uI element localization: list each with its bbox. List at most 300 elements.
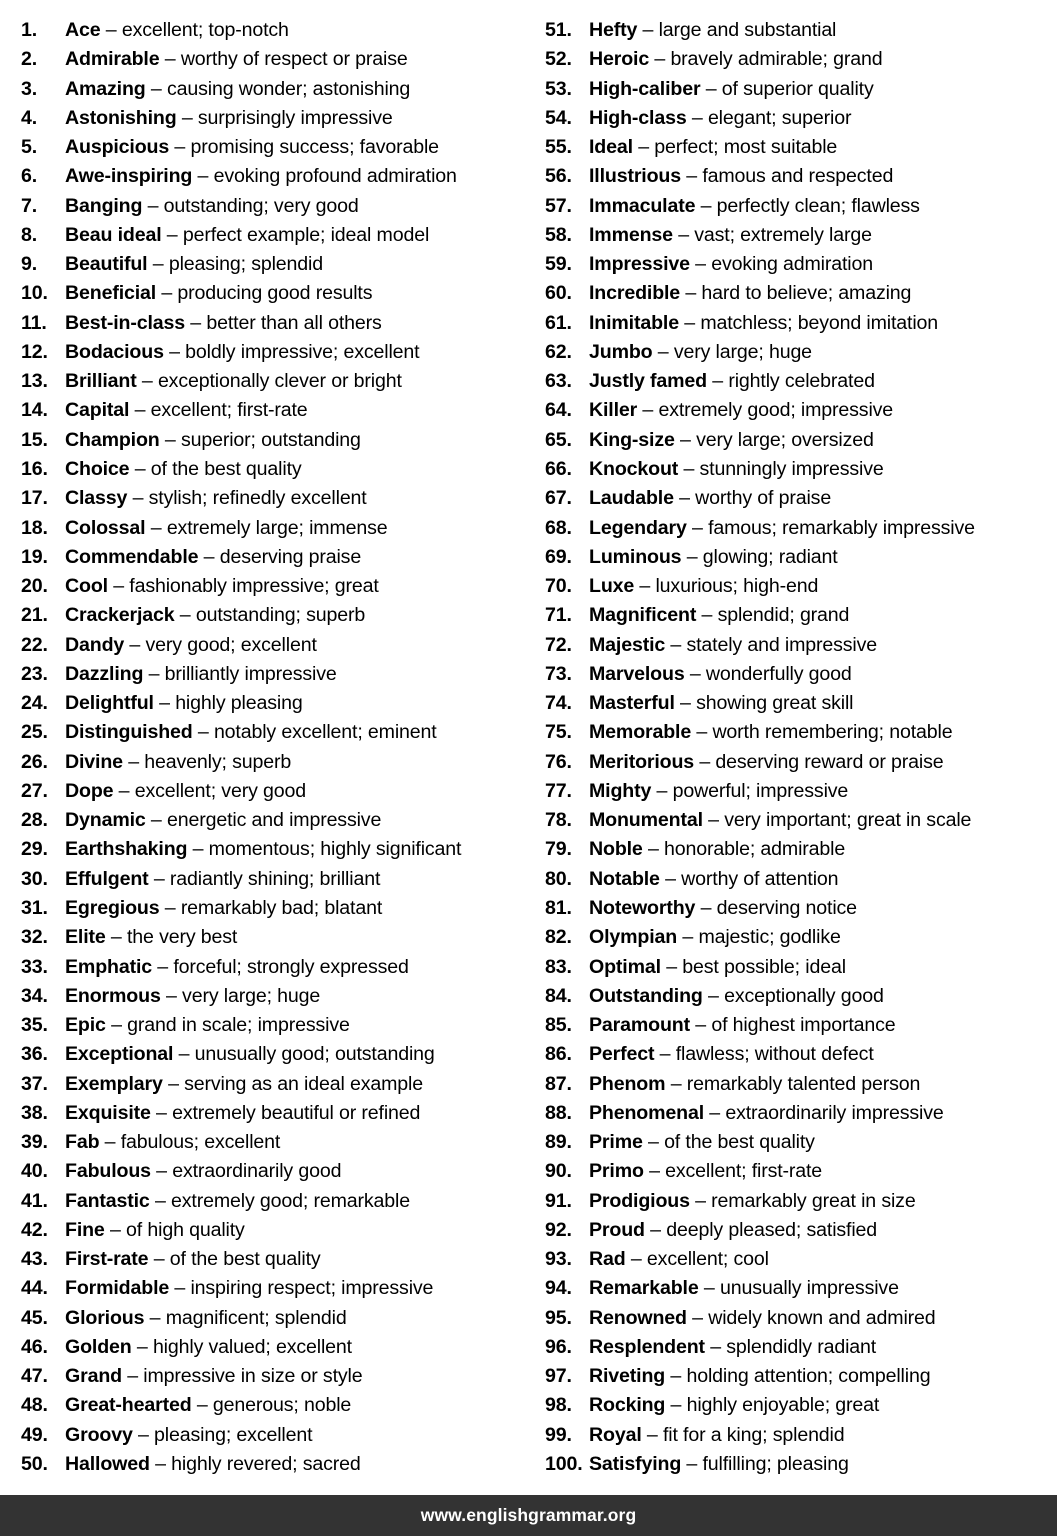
item-number: 76. — [545, 750, 572, 773]
item-separator-dash: – — [681, 1453, 703, 1476]
item-word: Cool — [65, 575, 108, 598]
item-number: 88. — [545, 1101, 572, 1124]
item-definition: widely known and admired — [708, 1306, 936, 1329]
item-definition: deserving reward or praise — [715, 750, 944, 773]
item-body — [65, 1274, 528, 1303]
item-body — [589, 45, 1056, 74]
word-list-item — [20, 1362, 528, 1391]
item-word: Epic — [65, 1014, 106, 1037]
item-definition: remarkably great in size — [711, 1189, 916, 1212]
item-body — [589, 777, 1056, 806]
item-definition: excellent; first-rate — [150, 399, 308, 422]
item-separator-dash: – — [681, 545, 703, 568]
item-word: Exquisite — [65, 1101, 151, 1124]
item-number: 57. — [545, 194, 572, 217]
word-list-item — [544, 279, 1056, 308]
item-word: Grand — [65, 1365, 122, 1388]
item-definition: highly revered; sacred — [171, 1453, 361, 1476]
item-body — [65, 279, 528, 308]
word-list-item — [20, 1187, 528, 1216]
word-list-item — [544, 16, 1056, 45]
item-body — [589, 1245, 1056, 1274]
word-list-item — [20, 1157, 528, 1186]
item-body — [65, 923, 528, 952]
item-definition: serving as an ideal example — [184, 1072, 423, 1095]
word-list-item — [544, 338, 1056, 367]
word-list-item — [20, 309, 528, 338]
item-number: 86. — [545, 1043, 572, 1066]
item-number: 62. — [545, 340, 572, 363]
word-list-item — [544, 748, 1056, 777]
item-number: 67. — [545, 487, 572, 510]
item-body — [589, 718, 1056, 747]
item-definition: the very best — [126, 926, 238, 949]
item-number: 27. — [21, 779, 48, 802]
item-body — [65, 865, 528, 894]
item-word: Rad — [589, 1248, 626, 1271]
item-word: Exceptional — [65, 1043, 174, 1066]
item-word: Effulgent — [65, 867, 149, 890]
item-body — [589, 1216, 1056, 1245]
item-body — [589, 338, 1056, 367]
item-definition: highly pleasing — [175, 692, 303, 715]
word-list-item — [544, 250, 1056, 279]
item-word: Dandy — [65, 633, 125, 656]
item-body — [65, 1304, 528, 1333]
item-word: Royal — [589, 1423, 642, 1446]
item-definition: deeply pleased; satisfied — [666, 1218, 878, 1241]
item-word: Optimal — [589, 955, 661, 978]
item-word: Fantastic — [65, 1189, 150, 1212]
item-number: 50. — [21, 1453, 48, 1476]
item-definition: inspiring respect; impressive — [190, 1277, 434, 1300]
item-number: 98. — [545, 1394, 572, 1417]
item-separator-dash: – — [686, 516, 709, 539]
item-word: Hefty — [589, 19, 638, 41]
item-definition: worthy of attention — [681, 867, 839, 890]
item-separator-dash: – — [132, 1423, 155, 1446]
item-body — [65, 543, 528, 572]
item-word: Laudable — [589, 487, 674, 510]
item-body — [589, 835, 1056, 864]
item-number: 72. — [545, 633, 572, 656]
item-word: Illustrious — [589, 165, 681, 188]
item-word: Groovy — [65, 1423, 133, 1446]
item-number: 35. — [21, 1014, 48, 1037]
item-separator-dash: – — [690, 1014, 712, 1037]
item-word: Emphatic — [65, 955, 152, 978]
item-body — [589, 279, 1056, 308]
item-number: 43. — [21, 1248, 48, 1271]
item-number: 81. — [545, 896, 572, 919]
item-body — [65, 75, 528, 104]
item-separator-dash: – — [652, 340, 674, 363]
word-list-item — [20, 894, 528, 923]
item-word: Ace — [65, 19, 101, 41]
item-word: Riveting — [589, 1365, 666, 1388]
item-number: 89. — [545, 1131, 572, 1154]
item-definition: generous; noble — [212, 1394, 352, 1417]
item-number: 23. — [21, 662, 48, 685]
item-definition: fabulous; excellent — [120, 1131, 281, 1154]
item-definition: very good; excellent — [145, 633, 317, 656]
item-number: 47. — [21, 1365, 48, 1388]
item-number: 21. — [21, 604, 48, 627]
item-separator-dash: – — [700, 77, 722, 100]
word-list-item — [20, 455, 528, 484]
word-list-item — [544, 75, 1056, 104]
word-list-item — [20, 572, 528, 601]
word-list-item — [544, 1011, 1056, 1040]
item-separator-dash: – — [174, 604, 196, 627]
word-list-item — [20, 16, 528, 45]
item-word: Luminous — [589, 545, 682, 568]
item-number: 45. — [21, 1306, 48, 1329]
item-definition: notably excellent; eminent — [213, 721, 437, 744]
item-body — [65, 1391, 528, 1420]
item-separator-dash: – — [176, 106, 198, 129]
item-number: 28. — [21, 809, 48, 832]
item-body — [589, 1362, 1056, 1391]
item-number: 94. — [545, 1277, 572, 1300]
item-separator-dash: – — [156, 282, 178, 305]
item-separator-dash: – — [641, 1423, 663, 1446]
word-list-item — [544, 133, 1056, 162]
item-separator-dash: – — [691, 721, 713, 744]
item-word: Dazzling — [65, 662, 144, 685]
item-separator-dash: – — [625, 1248, 647, 1271]
item-definition: hard to believe; amazing — [701, 282, 912, 305]
item-word: Enormous — [65, 984, 161, 1007]
item-body — [65, 104, 528, 133]
item-separator-dash: – — [649, 48, 671, 71]
item-number: 25. — [21, 721, 48, 744]
item-number: 77. — [545, 779, 572, 802]
item-body — [589, 250, 1056, 279]
word-list-item — [544, 1099, 1056, 1128]
item-definition: excellent; first-rate — [665, 1160, 823, 1183]
item-body — [65, 631, 528, 660]
item-word: Paramount — [589, 1014, 690, 1037]
item-number: 44. — [21, 1277, 48, 1300]
word-list-item — [20, 748, 528, 777]
item-word: Proud — [589, 1218, 645, 1241]
item-separator-dash: – — [149, 1189, 172, 1212]
item-separator-dash: – — [642, 1131, 665, 1154]
word-list-item — [544, 1362, 1056, 1391]
item-number: 9. — [21, 253, 38, 276]
item-word: Ideal — [589, 136, 633, 159]
item-separator-dash: – — [129, 399, 151, 422]
item-word: Noteworthy — [589, 896, 696, 919]
item-number: 66. — [545, 457, 572, 480]
item-definition: deserving notice — [716, 896, 857, 919]
item-body — [589, 309, 1056, 338]
item-definition: magnificent; splendid — [165, 1306, 347, 1329]
item-definition: grand in scale; impressive — [127, 1014, 350, 1037]
word-list-item — [544, 367, 1056, 396]
item-separator-dash: – — [107, 575, 130, 598]
item-definition: brilliantly impressive — [164, 662, 337, 685]
item-body — [589, 1274, 1056, 1303]
item-number: 56. — [545, 165, 572, 188]
item-word: First-rate — [65, 1248, 149, 1271]
item-definition: highly enjoyable; great — [686, 1394, 880, 1417]
item-word: Renowned — [589, 1306, 687, 1329]
item-word: Choice — [65, 457, 130, 480]
item-definition: famous and respected — [702, 165, 894, 188]
item-definition: worthy of praise — [695, 487, 832, 510]
word-list-item — [20, 631, 528, 660]
item-separator-dash: – — [150, 1101, 173, 1124]
item-body — [589, 75, 1056, 104]
item-word: Fabulous — [65, 1160, 151, 1183]
item-separator-dash: – — [651, 779, 673, 802]
word-list-item — [20, 338, 528, 367]
footer-bar — [0, 1495, 1057, 1536]
item-body — [589, 631, 1056, 660]
item-word: Amazing — [65, 77, 146, 100]
item-number: 68. — [545, 516, 572, 539]
item-separator-dash: – — [694, 750, 716, 773]
item-number: 90. — [545, 1160, 572, 1183]
item-number: 36. — [21, 1043, 48, 1066]
item-definition: extraordinarily impressive — [725, 1101, 944, 1124]
item-definition: excellent; very good — [134, 779, 307, 802]
word-list-item — [20, 1274, 528, 1303]
item-body — [65, 894, 528, 923]
item-definition: large and substantial — [658, 19, 837, 41]
item-number: 30. — [21, 867, 48, 890]
item-body — [589, 221, 1056, 250]
item-word: Bodacious — [65, 340, 164, 363]
item-number: 79. — [545, 838, 572, 861]
item-body — [65, 1187, 528, 1216]
item-number: 16. — [21, 457, 48, 480]
item-definition: perfect; most suitable — [654, 136, 838, 159]
item-definition: exceptionally clever or bright — [157, 370, 402, 393]
item-separator-dash: – — [104, 1218, 127, 1241]
item-body — [589, 894, 1056, 923]
item-body — [589, 982, 1056, 1011]
item-definition: of superior quality — [721, 77, 874, 100]
item-number: 99. — [545, 1423, 572, 1446]
item-number: 53. — [545, 77, 572, 100]
item-body — [65, 660, 528, 689]
item-number: 96. — [545, 1335, 572, 1358]
item-definition: boldly impressive; excellent — [185, 340, 420, 363]
word-list-item — [544, 660, 1056, 689]
item-body — [65, 601, 528, 630]
item-number: 12. — [21, 340, 48, 363]
item-body — [589, 748, 1056, 777]
item-body — [65, 1070, 528, 1099]
word-list-item — [544, 1245, 1056, 1274]
item-separator-dash: – — [145, 809, 167, 832]
item-number: 8. — [21, 223, 38, 246]
item-body — [65, 338, 528, 367]
word-list-item — [20, 1128, 528, 1157]
word-list-item — [20, 1099, 528, 1128]
item-word: King-size — [589, 428, 675, 451]
item-body — [589, 953, 1056, 982]
item-body — [65, 748, 528, 777]
word-list-item — [544, 1421, 1056, 1450]
item-separator-dash: – — [665, 1365, 687, 1388]
item-number: 42. — [21, 1218, 48, 1241]
item-number: 19. — [21, 545, 48, 568]
item-number: 95. — [545, 1306, 572, 1329]
item-word: Elite — [65, 926, 106, 949]
item-body — [589, 455, 1056, 484]
item-definition: bravely admirable; grand — [670, 48, 883, 71]
item-separator-dash: – — [665, 1072, 687, 1095]
item-word: Satisfying — [589, 1453, 682, 1476]
item-body — [589, 484, 1056, 513]
item-separator-dash: – — [198, 545, 220, 568]
item-definition: evoking profound admiration — [213, 165, 457, 188]
item-number: 97. — [545, 1365, 572, 1388]
item-number: 63. — [545, 370, 572, 393]
item-body — [589, 1187, 1056, 1216]
item-definition: heavenly; superb — [144, 750, 292, 773]
item-definition: extremely large; immense — [166, 516, 388, 539]
word-list-item — [20, 806, 528, 835]
item-separator-dash: – — [131, 1335, 153, 1358]
word-list-item — [544, 104, 1056, 133]
item-separator-dash: – — [160, 984, 183, 1007]
word-list-item — [544, 923, 1056, 952]
item-word: Magnificent — [589, 604, 697, 627]
item-separator-dash: – — [99, 1131, 121, 1154]
item-definition: exceptionally good — [724, 984, 884, 1007]
item-separator-dash: – — [695, 194, 717, 217]
item-word: Commendable — [65, 545, 199, 568]
item-body — [65, 1216, 528, 1245]
item-body — [589, 1128, 1056, 1157]
item-body — [589, 1040, 1056, 1069]
item-separator-dash: – — [674, 692, 697, 715]
item-definition: energetic and impressive — [166, 809, 382, 832]
item-word: Notable — [589, 867, 660, 890]
word-list-item — [544, 1333, 1056, 1362]
item-body — [65, 1333, 528, 1362]
item-body — [589, 806, 1056, 835]
item-body — [589, 1011, 1056, 1040]
item-word: Best-in-class — [65, 311, 186, 334]
right-word-list — [544, 16, 1056, 1479]
item-word: Luxe — [589, 575, 635, 598]
item-separator-dash: – — [122, 750, 145, 773]
item-body — [589, 367, 1056, 396]
word-list-item — [544, 953, 1056, 982]
item-definition: fulfilling; pleasing — [702, 1453, 849, 1476]
item-definition: worthy of respect or praise — [180, 48, 408, 71]
item-separator-dash: – — [637, 399, 659, 422]
item-body — [589, 396, 1056, 425]
item-body — [65, 1450, 528, 1479]
word-list-item — [20, 221, 528, 250]
item-separator-dash: – — [654, 1043, 676, 1066]
item-definition: excellent; cool — [646, 1248, 769, 1271]
item-definition: showing great skill — [696, 692, 854, 715]
word-list-item — [20, 1245, 528, 1274]
word-list-item — [20, 484, 528, 513]
item-word: Awe-inspiring — [65, 165, 193, 188]
item-separator-dash: – — [161, 223, 183, 246]
item-separator-dash: – — [684, 662, 706, 685]
item-number: 93. — [545, 1248, 572, 1271]
item-separator-dash: – — [702, 984, 725, 1007]
item-number: 32. — [21, 926, 48, 949]
item-definition: promising success; favorable — [190, 136, 439, 159]
item-word: Monumental — [589, 809, 703, 832]
item-separator-dash: – — [169, 136, 191, 159]
item-number: 40. — [21, 1160, 48, 1183]
item-word: Masterful — [589, 692, 675, 715]
item-separator-dash: – — [162, 1072, 185, 1095]
item-word: Crackerjack — [65, 604, 175, 627]
item-number: 52. — [545, 48, 572, 71]
item-separator-dash: – — [689, 253, 712, 276]
item-number: 55. — [545, 136, 572, 159]
item-separator-dash: – — [152, 955, 174, 978]
item-separator-dash: – — [704, 1101, 726, 1124]
word-list-item — [544, 806, 1056, 835]
item-word: Champion — [65, 428, 160, 451]
item-separator-dash: – — [159, 428, 181, 451]
item-body — [589, 865, 1056, 894]
item-body — [65, 835, 528, 864]
item-separator-dash: – — [169, 1277, 191, 1300]
word-list-item — [544, 982, 1056, 1011]
item-number: 91. — [545, 1189, 572, 1212]
word-list-item — [20, 543, 528, 572]
item-number: 41. — [21, 1189, 48, 1212]
word-list-item — [20, 1304, 528, 1333]
item-word: Mighty — [589, 779, 652, 802]
word-list-item — [20, 104, 528, 133]
item-word: Egregious — [65, 896, 160, 919]
item-number: 2. — [21, 48, 38, 71]
item-number: 46. — [21, 1335, 48, 1358]
item-body — [589, 572, 1056, 601]
item-number: 18. — [21, 516, 48, 539]
item-separator-dash: – — [149, 1453, 172, 1476]
word-list-item — [20, 689, 528, 718]
item-definition: very large; huge — [182, 984, 321, 1007]
item-definition: splendid; grand — [717, 604, 850, 627]
item-definition: flawless; without defect — [675, 1043, 874, 1066]
item-separator-dash: – — [665, 1394, 687, 1417]
item-body — [589, 1421, 1056, 1450]
item-definition: very large; huge — [673, 340, 812, 363]
item-number: 64. — [545, 399, 572, 422]
item-definition: remarkably talented person — [686, 1072, 921, 1095]
item-definition: fit for a king; splendid — [662, 1423, 845, 1446]
item-separator-dash: – — [150, 1160, 173, 1183]
item-separator-dash: – — [678, 457, 700, 480]
item-separator-dash: – — [113, 779, 135, 802]
word-list-item — [544, 309, 1056, 338]
word-list-item — [544, 777, 1056, 806]
word-list-item — [544, 1187, 1056, 1216]
item-separator-dash: – — [143, 662, 165, 685]
word-list-item — [20, 250, 528, 279]
item-number: 10. — [21, 282, 48, 305]
item-number: 75. — [545, 721, 572, 744]
item-body — [65, 133, 528, 162]
